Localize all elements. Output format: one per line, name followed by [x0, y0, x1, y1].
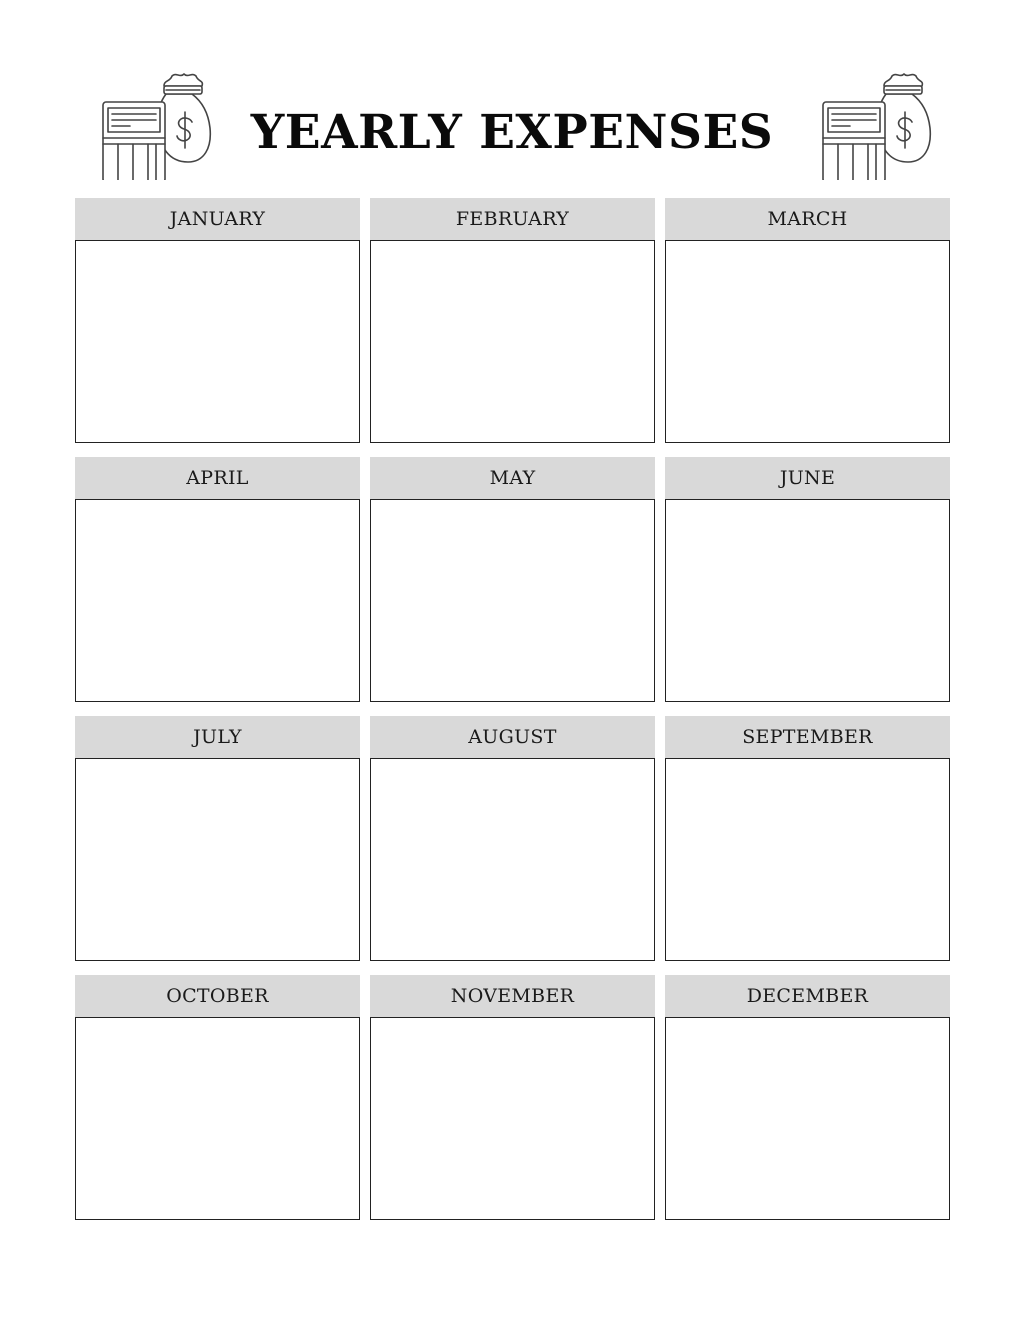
month-label: FEBRUARY: [370, 198, 655, 240]
month-entry-area[interactable]: [370, 1017, 655, 1220]
month-label: OCTOBER: [75, 975, 360, 1017]
month-card-february: [370, 198, 655, 443]
month-label: JULY: [75, 716, 360, 758]
month-card-january: [75, 198, 360, 443]
month-label: JUNE: [665, 457, 950, 499]
month-card-may: [370, 457, 655, 702]
month-label: MARCH: [665, 198, 950, 240]
month-card-december: [665, 975, 950, 1220]
month-label: MAY: [370, 457, 655, 499]
month-card-october: [75, 975, 360, 1220]
month-label: AUGUST: [370, 716, 655, 758]
month-entry-area[interactable]: [665, 1017, 950, 1220]
month-card-november: [370, 975, 655, 1220]
month-card-march: [665, 198, 950, 443]
month-entry-area[interactable]: [75, 240, 360, 443]
month-card-july: [75, 716, 360, 961]
month-entry-area[interactable]: [370, 758, 655, 961]
month-entry-area[interactable]: [665, 240, 950, 443]
month-entry-area[interactable]: [665, 758, 950, 961]
month-entry-area[interactable]: [370, 240, 655, 443]
month-label: NOVEMBER: [370, 975, 655, 1017]
month-card-june: [665, 457, 950, 702]
month-label: SEPTEMBER: [665, 716, 950, 758]
month-entry-area[interactable]: [75, 1017, 360, 1220]
month-label: DECEMBER: [665, 975, 950, 1017]
month-entry-area[interactable]: [75, 499, 360, 702]
month-card-september: [665, 716, 950, 961]
month-label: JANUARY: [75, 198, 360, 240]
month-card-april: [75, 457, 360, 702]
page-title: YEARLY EXPENSES: [250, 105, 774, 160]
months-grid: [75, 198, 949, 1220]
month-entry-area[interactable]: [665, 499, 950, 702]
calculator-money-bag-icon: [820, 64, 936, 180]
month-card-august: [370, 716, 655, 961]
page-header: [0, 60, 1024, 184]
month-entry-area[interactable]: [370, 499, 655, 702]
month-label: APRIL: [75, 457, 360, 499]
month-entry-area[interactable]: [75, 758, 360, 961]
